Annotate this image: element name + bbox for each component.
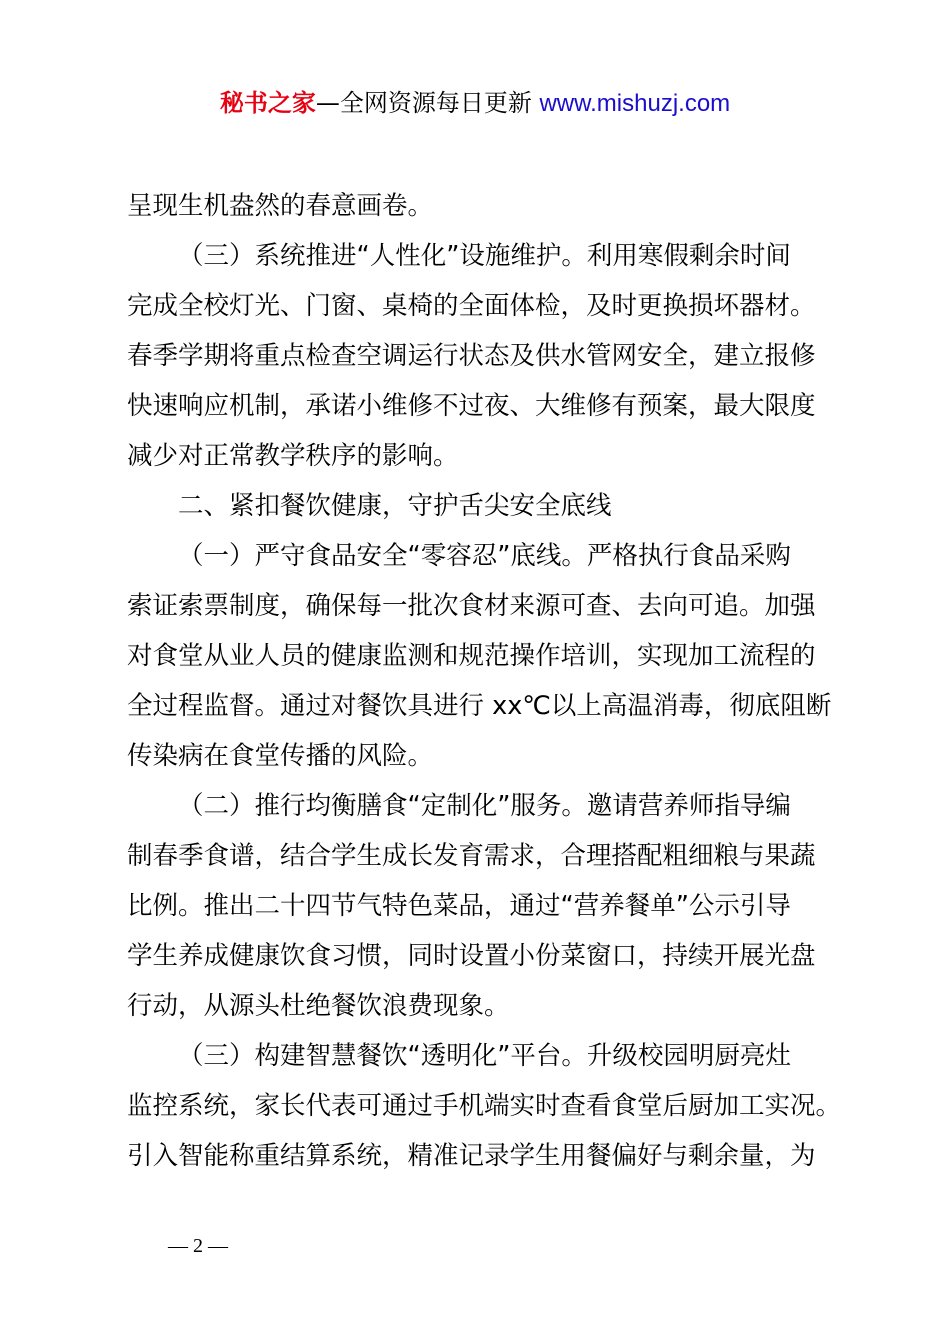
text-line: 制春季食谱，结合学生成长发育需求，合理搭配粗细粮与果蔬 (127, 841, 816, 871)
section-heading: 二、紧扣餐饮健康，守护舌尖安全底线 (178, 491, 612, 521)
page-header (0, 86, 950, 121)
paragraph-heading: （三）构建智慧餐饮“透明化”平台。升级校园明厨亮灶 (178, 1041, 791, 1071)
text-line: 对食堂从业人员的健康监测和规范操作培训，实现加工流程的 (127, 641, 816, 671)
text-line: 引入智能称重结算系统，精准记录学生用餐偏好与剩余量，为 (127, 1141, 816, 1171)
text-line: 监控系统，家长代表可通过手机端实时查看食堂后厨加工实况。 (127, 1091, 842, 1121)
paragraph-heading: （一）严守食品安全“零容忍”底线。严格执行食品采购 (178, 541, 791, 571)
site-url-link[interactable]: www.mishuzj.com (539, 90, 731, 117)
text-line: 索证索票制度，确保每一批次食材来源可查、去向可追。加强 (127, 591, 816, 621)
paragraph-heading: （二）推行均衡膳食“定制化”服务。邀请营养师指导编 (178, 791, 791, 821)
page-number: — 2 — (168, 1235, 228, 1257)
text-line: 呈现生机盎然的春意画卷。 (127, 191, 434, 221)
text-line: 减少对正常教学秩序的影响。 (127, 441, 459, 471)
text-line: 快速响应机制，承诺小维修不过夜、大维修有预案，最大限度 (127, 391, 816, 421)
paragraph-heading: （三）系统推进“人性化”设施维护。利用寒假剩余时间 (178, 241, 791, 271)
document-body (127, 181, 842, 1181)
text-line: 行动，从源头杜绝餐饮浪费现象。 (127, 991, 510, 1021)
text-line: 比例。推出二十四节气特色菜品，通过“营养餐单”公示引导 (127, 891, 791, 921)
brand-name: 秘书之家 (219, 89, 316, 117)
text-line: 传染病在食堂传播的风险。 (127, 741, 434, 771)
text-line: 春季学期将重点检查空调运行状态及供水管网安全，建立报修 (127, 341, 816, 371)
text-line: 全过程监督。通过对餐饮具进行 xx℃以上高温消毒，彻底阻断 (127, 691, 832, 721)
text-line: 完成全校灯光、门窗、桌椅的全面体检，及时更换损坏器材。 (127, 291, 816, 321)
header-tagline: —全网资源每日更新 (315, 89, 540, 117)
text-line: 学生养成健康饮食习惯，同时设置小份菜窗口，持续开展光盘 (127, 941, 816, 971)
